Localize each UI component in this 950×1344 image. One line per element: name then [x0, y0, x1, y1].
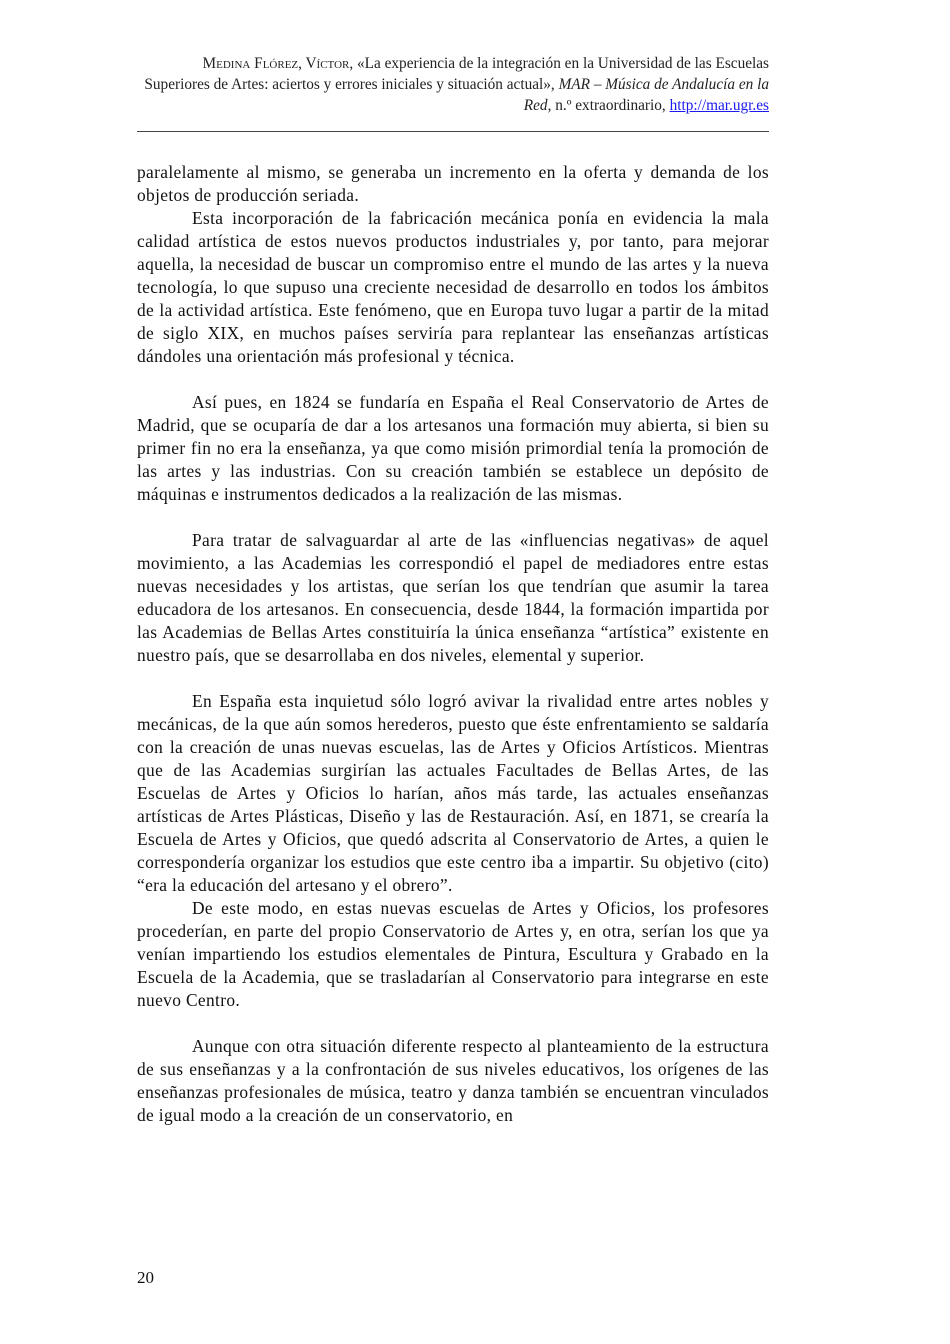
header-url-link[interactable]: http://mar.ugr.es	[669, 97, 769, 114]
paragraph: paralelamente al mismo, se generaba un incremento en la oferta y demanda de los objetos de producción seriada.	[137, 162, 769, 205]
header-issue: , n.º extraordinario,	[547, 97, 670, 114]
page-number: 20	[137, 1268, 154, 1287]
header-rule	[137, 131, 769, 132]
article-body	[137, 161, 769, 1127]
paragraph: Esta incorporación de la fabricación mecánica ponía en evidencia la mala calidad artística de estos nuevos productos industriales y, por tanto, para mejorar aquella, la necesidad de buscar un compromiso entre el mundo de las artes y la nueva tecnología, lo que supuso una creciente necesidad de desarrollo en todos los ámbitos de la actividad artística. Este fenómeno, que en Europa tuvo lugar a partir de la mitad de siglo XIX, en muchos países serviría para replantear las enseñanzas artísticas dándoles una orientación más profesional y técnica.	[137, 208, 769, 366]
header-journal: MAR – Música de Andalucía en la Red	[523, 76, 769, 114]
running-header	[137, 53, 769, 116]
paragraph: En España esta inquietud sólo logró avivar la rivalidad entre artes nobles y mecánicas, de la que aún somos herederos, puesto que éste enfrentamiento se saldaría con la creación de unas nuevas escuelas, las de Artes y Oficios Artísticos. Mientras que de las Academias surgirían las actuales Facultades de Bellas Artes, de las Escuelas de Artes y Oficios lo harían, años más tarde, las actuales enseñanzas artísticas de Artes Plásticas, Diseño y las de Restauración. Así, en 1871, se crearía la Escuela de Artes y Oficios, que quedó adscrita al Conservatorio de Artes, a quien le correspondería organizar los estudios que este centro iba a impartir. Su objetivo (cito) “era la educación del artesano y el obrero”.	[137, 691, 769, 895]
paragraph: De este modo, en estas nuevas escuelas de Artes y Oficios, los profesores procederían, en parte del propio Conservatorio de Artes y, en otra, serían los que ya venían impartiendo los estudios elementales de Pintura, Escultura y Grabado en la Escuela de la Academia, que se trasladarían al Conservatorio para integrarse en este nuevo Centro.	[137, 898, 769, 1010]
header-article-title: , «La experiencia de la integración en la Universidad de las Escuelas Superiores de Artes: aciertos y errores iniciales y situación actual»,	[144, 55, 769, 93]
paragraph: Aunque con otra situación diferente respecto al planteamiento de la estructura de sus enseñanzas y a la confrontación de sus niveles educativos, los orígenes de las enseñanzas profesionales de música, teatro y danza también se encuentran vinculados de igual modo a la creación de un conservatorio, en	[137, 1036, 769, 1125]
paragraph: Para tratar de salvaguardar al arte de las «influencias negativas» de aquel movimiento, a las Academias les correspondió el papel de mediadores entre estas nuevas necesidades y los artistas, que serían los que tendrían que asumir la tarea educadora de los artesanos. En consecuencia, desde 1844, la formación impartida por las Academias de Bellas Artes constituiría la única enseñanza “artística” existente en nuestro país, que se desarrollaba en dos niveles, elemental y superior.	[137, 530, 769, 665]
paragraph: Así pues, en 1824 se fundaría en España el Real Conservatorio de Artes de Madrid, que se ocuparía de dar a los artesanos una formación muy abierta, si bien su primer fin no era la enseñanza, ya que como misión primordial tenía la promoción de las artes y las industrias. Con su creación también se establece un depósito de máquinas e instrumentos dedicados a la realización de las mismas.	[137, 392, 769, 504]
header-author: Medina Flórez, Víctor	[202, 55, 350, 72]
